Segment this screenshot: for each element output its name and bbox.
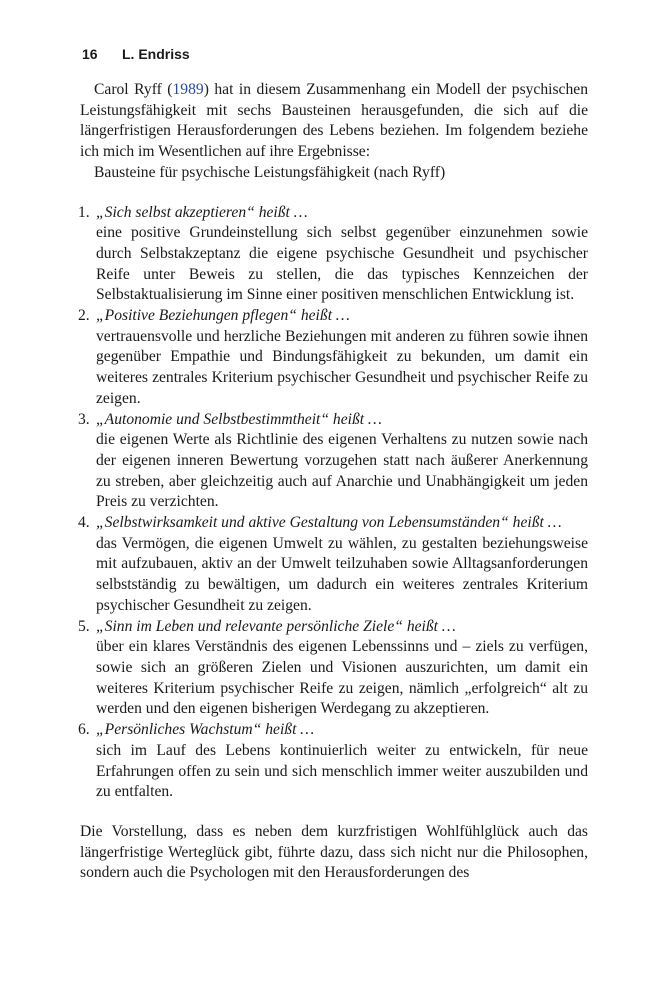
item-number: 2. (78, 307, 90, 325)
page-number: 16 (82, 46, 98, 62)
list-item (80, 720, 588, 803)
list-heading: Bausteine für psychische Leistungsfähigkeit (nach Ryff) (94, 163, 446, 181)
item-text: sich im Lauf des Lebens kontinuierlich weiter zu entwickeln, für neue Erfahrungen offen zu sein und sich menschlich immer weiter auszubilden und zu entfalten. (96, 741, 588, 801)
intro-paragraph (80, 80, 588, 163)
item-number: 4. (78, 514, 90, 532)
item-text: über ein klares Verständnis des eigenen Lebenssinns und – ziels zu verfügen, sowie sich an größeren Zielen und Visionen auszurichten, um damit ein weiteres Kriterium psychischer Reife zu zeigen, nämlich „erfolgreich“ alt zu werden und den eigenen bisherigen Werdegang zu akzeptieren. (96, 638, 588, 718)
item-title: „Autonomie und Selbstbestimmtheit“ heißt … (96, 410, 382, 428)
citation-link[interactable]: 1989 (172, 81, 204, 98)
item-text: das Vermögen, die eigenen Umwelt zu wählen, zu gestalten beziehungsweise mit aufzubauen, aktiv an der Umwelt teilzuhaben sowie Alltagsanforderungen selbstständig zu bewältigen, um dadurch ein weiteres zentrales Kriterium psychischer Gesundheit zu zeigen. (96, 534, 588, 614)
item-text: vertrauensvolle und herzliche Beziehungen mit anderen zu führen sowie ihnen gegenüber Empathie und Bindungsfähigkeit zu bekunden, um damit ein weiteres zentrales Kriterium psychischer Gesundheit und psychischer Reife zu zeigen. (96, 327, 588, 407)
closing-paragraph: Die Vorstellung, dass es neben dem kurzfristigen Wohlfühlglück auch das längerfristige Werteglück gibt, führte dazu, dass sich nicht nur die Philosophen, sondern auch die Psychologen mit den Herausforderungen des (80, 822, 588, 882)
item-title: „Selbstwirksamkeit und aktive Gestaltung von Lebensumständen“ heißt … (96, 514, 562, 532)
list-item (80, 617, 588, 721)
item-title: „Persönliches Wachstum“ heißt … (96, 721, 315, 739)
list-item (80, 513, 588, 617)
building-blocks-list (80, 203, 588, 803)
item-number: 5. (78, 617, 90, 635)
item-title: „Positive Beziehungen pflegen“ heißt … (96, 307, 350, 325)
body-text (80, 80, 588, 884)
running-header (82, 46, 190, 62)
list-item (80, 410, 588, 514)
item-title: „Sich selbst akzeptieren“ heißt … (96, 203, 308, 221)
author-name: L. Endriss (122, 46, 190, 62)
item-title: „Sinn im Leben und relevante persönliche Ziele“ heißt … (96, 617, 456, 635)
item-text: die eigenen Werte als Richtlinie des eigenen Verhaltens zu nutzen sowie nach der eigenen inneren Bewertung vorzugehen statt nach äußerer Anerkennung zu streben, aber gleichzeitig auch auf Anarchie und Unabhängigkeit um jeden Preis zu verzichten. (96, 431, 588, 511)
item-number: 6. (78, 721, 90, 739)
list-item (80, 306, 588, 410)
item-number: 1. (78, 203, 90, 221)
intro-text-start: Carol Ryff ( (94, 81, 173, 98)
item-text: eine positive Grundeinstellung sich selbst gegenüber einzunehmen sowie durch Selbstakzeptanz die eigene psychische Gesundheit und psychischer Reife unter Beweis zu stellen, die das typisches Kennzeichen der Selbstaktualisierung im Sinne einer positiven menschlichen Entwicklung ist. (96, 224, 588, 304)
item-number: 3. (78, 410, 90, 428)
list-item (80, 203, 588, 307)
intro-text-end: ) hat in diesem Zusammenhang ein Modell der psychischen Leistungsfähigkeit mit sechs Bausteinen herausgefunden, die sich auf die längerfristigen Herausforderungen des Lebens beziehen. Im folgendem beziehe ich mich im Wesentlichen auf ihre Ergebnisse: (80, 81, 588, 161)
